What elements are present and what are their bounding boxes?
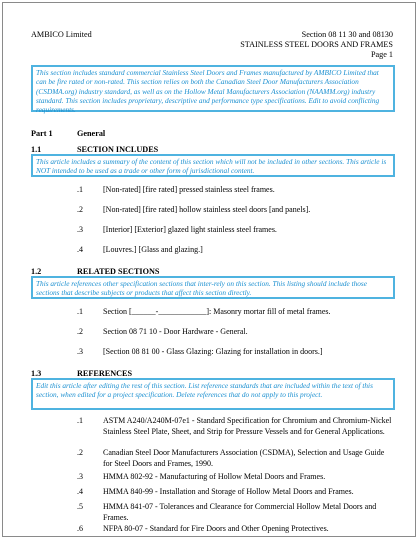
item-number: .1 [77, 185, 83, 194]
page-header-right [240, 30, 393, 60]
item-text: HMMA 841-07 - Tolerances and Clearance for Commercial Hollow Metal Doors and Frames. [103, 502, 377, 522]
item-number: .2 [77, 327, 83, 336]
item-text: [Interior] [Exterior] glazed light stainless steel frames. [103, 225, 277, 234]
part-number: Part 1 [31, 129, 53, 138]
item-number: .4 [77, 487, 83, 496]
section-number: Section 08 11 30 and 08130 [301, 30, 393, 39]
section-note: This article references other specification sections that inter-rely on this section. This listing should include those sections that describe subjects or products that affect this section directly. [31, 276, 395, 299]
item-text: NFPA 80-07 - Standard for Fire Doors and Other Opening Protectives. [103, 524, 329, 533]
section-heading-title: RELATED SECTIONS [77, 267, 160, 276]
section-note: This article includes a summary of the content of this section which will not be included in other sections. This article is NOT intended to be used as a trade or other form of jurisdictional content. [31, 154, 395, 177]
item-text: HMMA 840-99 - Installation and Storage of Hollow Metal Doors and Frames. [103, 487, 354, 496]
item-text: Section [______-____________]: Masonry mortar fill of metal frames. [103, 307, 331, 316]
item-text: [Non-rated] [fire rated] pressed stainless steel frames. [103, 185, 275, 194]
item-number: .5 [77, 502, 83, 511]
intro-note: This section includes standard commercial Stainless Steel Doors and Frames manufactured by AMBICO Limited that can be fire rated or non-rated. This section relies on both the Canadian Steel Door Manufacturers Association (CSDMA.org) industry standard, as well as on the Hollow Metal Manufacturers Association (NAAMM.org) industry standard. This section includes proprietary, descriptive and performance type specifications. Edit to avoid conflicting requirements. [31, 65, 395, 112]
item-number: .1 [77, 307, 83, 316]
section-heading-number: 1.3 [31, 369, 42, 378]
company-name: AMBICO Limited [31, 30, 92, 39]
section-heading-number: 1.2 [31, 267, 42, 276]
item-text: [Section 08 81 00 - Glass Glazing: Glazing for installation in doors.] [103, 347, 323, 356]
part-title: General [77, 129, 106, 138]
item-number: .2 [77, 448, 83, 457]
document-page [2, 2, 416, 537]
item-text: [Non-rated] [fire rated] hollow stainless steel doors [and panels]. [103, 205, 311, 214]
section-heading-number: 1.1 [31, 145, 42, 154]
item-text: HMMA 802-92 - Manufacturing of Hollow Metal Doors and Frames. [103, 472, 326, 481]
item-text: ASTM A240/A240M-07e1 - Standard Specification for Chromium and Chromium-Nickel Stainless Steel Plate, Sheet, and Strip for Pressure Vessels and for General Applications. [103, 416, 392, 436]
item-number: .6 [77, 524, 83, 533]
section-title: STAINLESS STEEL DOORS AND FRAMES [240, 40, 393, 49]
page-number: Page 1 [370, 50, 393, 59]
item-number: .2 [77, 205, 83, 214]
item-text: [Louvres.] [Glass and glazing.] [103, 245, 203, 254]
section-heading-title: SECTION INCLUDES [77, 145, 159, 154]
item-number: .3 [77, 472, 83, 481]
item-number: .3 [77, 225, 83, 234]
item-number: .1 [77, 416, 83, 425]
item-number: .4 [77, 245, 83, 254]
section-note: Edit this article after editing the rest of this section. List reference standards that are included within the text of this section, when edited for a project specification. Delete references that do not apply to this project. [31, 378, 395, 410]
item-text: Canadian Steel Door Manufacturers Association (CSDMA), Selection and Usage Guide for Steel Doors and Frames, 1990. [103, 448, 385, 468]
item-number: .3 [77, 347, 83, 356]
section-heading-title: REFERENCES [77, 369, 133, 378]
item-text: Section 08 71 10 - Door Hardware - General. [103, 327, 248, 336]
